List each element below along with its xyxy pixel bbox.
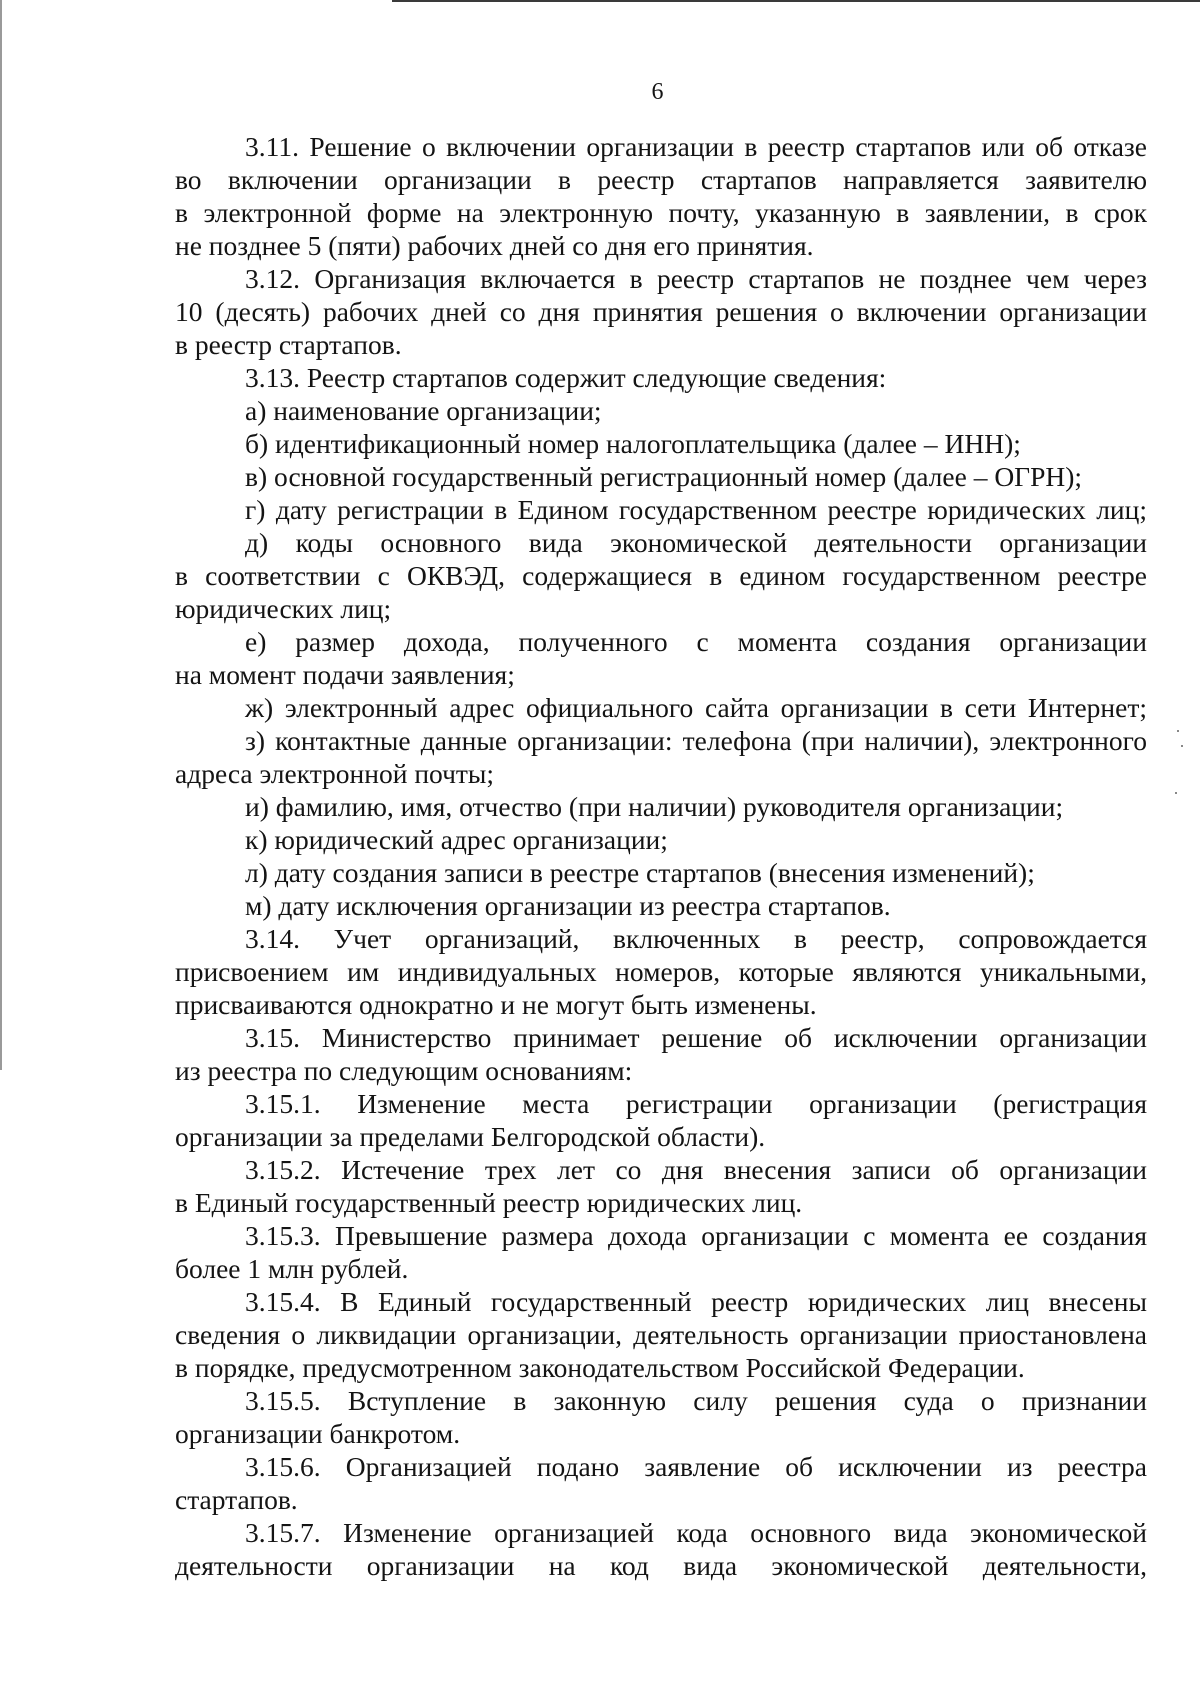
text-line: в соответствии с ОКВЭД, содержащиеся в едином государственном реестре (175, 560, 1147, 591)
text-line: более 1 млн рублей. (175, 1253, 409, 1284)
text-line: и) фамилию, имя, отчество (при наличии) руководителя организации; (245, 791, 1064, 822)
scan-speck (1181, 745, 1183, 747)
text-line: в порядке, предусмотренном законодательством Российской Федерации. (175, 1352, 1025, 1383)
text-line: б) идентификационный номер налогоплательщика (далее – ИНН); (245, 428, 1021, 459)
text-line: м) дату исключения организации из реестра стартапов. (245, 890, 891, 921)
text-line: 3.15.3. Превышение размера дохода организации с момента ее создания (245, 1220, 1147, 1251)
text-line: организации банкротом. (175, 1418, 461, 1449)
scan-speck (1175, 792, 1177, 794)
text-line: из реестра по следующим основаниям: (175, 1055, 633, 1086)
text-line: 3.15.5. Вступление в законную силу решения суда о признании (245, 1385, 1147, 1416)
text-line: 3.15.4. В Единый государственный реестр юридических лиц внесены (245, 1286, 1147, 1317)
text-line: 3.13. Реестр стартапов содержит следующие сведения: (245, 362, 887, 393)
left-scan-edge (0, 0, 2, 1070)
document-body (175, 130, 1147, 1582)
text-line: адреса электронной почты; (175, 758, 495, 789)
text-line: присвоением им индивидуальных номеров, которые являются уникальными, (175, 956, 1147, 987)
text-line: 3.15.1. Изменение места регистрации организации (регистрация (245, 1088, 1147, 1119)
text-line: 10 (десять) рабочих дней со дня принятия решения о включении организации (175, 296, 1147, 327)
text-line: 3.15. Министерство принимает решение об исключении организации (245, 1022, 1147, 1053)
text-line: сведения о ликвидации организации, деятельность организации приостановлена (175, 1319, 1147, 1350)
text-line: 3.15.6. Организацией подано заявление об исключении из реестра (245, 1451, 1147, 1482)
text-line: 3.15.7. Изменение организацией кода основного вида экономической (245, 1517, 1147, 1548)
text-line: 3.12. Организация включается в реестр стартапов не позднее чем через (245, 263, 1147, 294)
text-line: в реестр стартапов. (175, 329, 402, 360)
scan-speck (1177, 730, 1179, 732)
text-line: 3.14. Учет организаций, включенных в реестр, сопровождается (245, 923, 1147, 954)
text-line: стартапов. (175, 1484, 298, 1515)
text-line: а) наименование организации; (245, 395, 602, 426)
text-line: присваиваются однократно и не могут быть изменены. (175, 989, 817, 1020)
text-line: 3.11. Решение о включении организации в реестр стартапов или об отказе (245, 131, 1147, 162)
text-line: в электронной форме на электронную почту, указанную в заявлении, в срок (175, 197, 1147, 228)
text-line: 3.15.2. Истечение трех лет со дня внесения записи об организации (245, 1154, 1147, 1185)
text-line: к) юридический адрес организации; (245, 824, 668, 855)
text-line: в) основной государственный регистрационный номер (далее – ОГРН); (245, 461, 1083, 492)
text-line: во включении организации в реестр стартапов направляется заявителю (175, 164, 1147, 195)
text-line: деятельности организации на код вида экономической деятельности, (175, 1550, 1147, 1581)
text-line: л) дату создания записи в реестре стартапов (внесения изменений); (245, 857, 1035, 888)
text-line: на момент подачи заявления; (175, 659, 515, 690)
text-line: в Единый государственный реестр юридических лиц. (175, 1187, 803, 1218)
text-line: ж) электронный адрес официального сайта организации в сети Интернет; (245, 692, 1147, 723)
text-line: юридических лиц; (175, 593, 392, 624)
text-line: д) коды основного вида экономической деятельности организации (245, 527, 1147, 558)
page-number: 6 (651, 79, 664, 105)
text-line: е) размер дохода, полученного с момента создания организации (245, 626, 1147, 657)
text-line: организации за пределами Белгородской области). (175, 1121, 766, 1152)
text-line: не позднее 5 (пяти) рабочих дней со дня его принятия. (175, 230, 814, 261)
top-border-line (392, 0, 1200, 2)
text-line: з) контактные данные организации: телефона (при наличии), электронного (245, 725, 1147, 756)
text-line: г) дату регистрации в Едином государственном реестре юридических лиц; (245, 494, 1147, 525)
